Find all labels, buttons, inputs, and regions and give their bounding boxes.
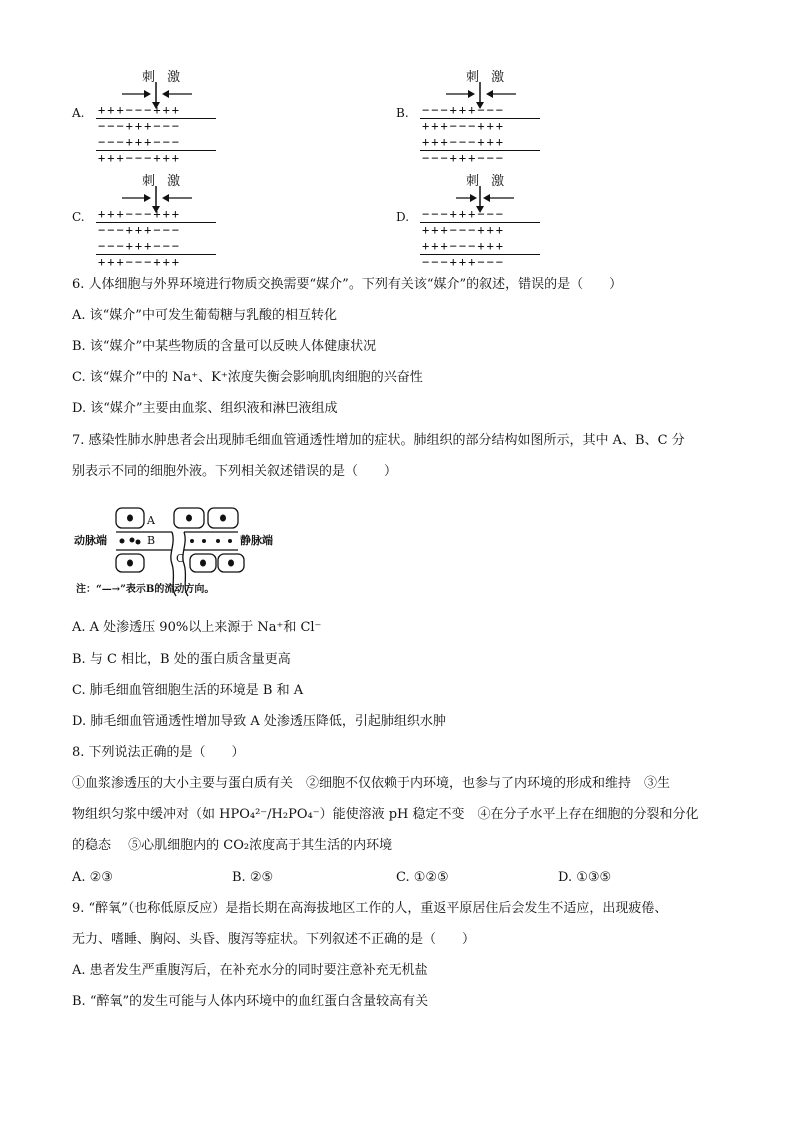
q8-option-b: B. ②⑤ (232, 870, 274, 885)
q6-option-d: D. 该“媒介”主要由血浆、组织液和淋巴液组成 (72, 401, 338, 416)
figure-note: 注：“—→”表示B的流动方向。 (76, 584, 215, 595)
q8-option-d: D. ①③⑤ (558, 870, 612, 885)
fluid-b-label: B (147, 534, 156, 547)
charge-row: −−−+++−−− (98, 135, 182, 149)
charge-row: −−−+++−−− (422, 255, 506, 269)
charge-row: +++−−−+++ (422, 223, 506, 237)
charge-row: −−−+++−−− (98, 239, 182, 253)
charge-row: −−−+++−−− (98, 223, 182, 237)
q9-stem-line2: 无力、嗜睡、胸闷、头昏、腹泻等症状。下列叙述不正确的是（ ） (72, 932, 476, 947)
q6-option-a: A. 该“媒介”中可发生葡萄糖与乳酸的相互转化 (72, 308, 337, 323)
q7-option-b: B. 与 C 相比，B 处的蛋白质含量更高 (72, 652, 291, 667)
charge-row: +++−−−+++ (98, 103, 182, 117)
fluid-c-label: C (176, 552, 185, 565)
q7-option-a: A. A 处渗透压 90%以上来源于 Na⁺和 Cl⁻ (72, 620, 322, 635)
charge-row: −−−+++−−− (422, 151, 506, 165)
charge-row: −−−+++−−− (422, 207, 506, 221)
membrane-diagram (416, 170, 596, 269)
q7-option-c: C. 肺毛细血管细胞生活的环境是 B 和 A (72, 683, 304, 698)
q6-option-c: C. 该“媒介”中的 Na⁺、K⁺浓度失衡会影响肌肉细胞的兴奋性 (72, 370, 423, 385)
venous-end-label: 静脉端 (240, 534, 273, 547)
q6-option-b: B. 该“媒介”中某些物质的含量可以反映人体健康状况 (72, 339, 377, 354)
charge-row: +++−−−+++ (98, 207, 182, 221)
q8-statement-line1: ①血浆渗透压的大小主要与蛋白质有关 ②细胞不仅依赖于内环境，也参与了内环境的形成和维持 ③生 (72, 776, 671, 791)
q9-stem-line1: 9. “醉氧”（也称低原反应）是指长期在高海拔地区工作的人，重返平原居住后会发生不适应，出现疲倦、 (72, 901, 668, 916)
option-label: C. (72, 210, 85, 224)
q8-statement-line3: 的稳态 ⑤心肌细胞内的 CO₂浓度高于其生活的内环境 (72, 838, 393, 853)
q7-stem-line1: 7. 感染性肺水肿患者会出现肺毛细血管通透性增加的症状。肺组织的部分结构如图所示，其中 A、B、C 分 (72, 433, 685, 448)
lung-tissue-figure (72, 504, 292, 600)
charge-row: −−−+++−−− (422, 103, 506, 117)
option-label: D. (396, 210, 410, 224)
q9-option-a: A. 患者发生严重腹泻后，在补充水分的同时要注意补充无机盐 (72, 963, 428, 978)
membrane-diagram (92, 66, 272, 165)
q9-option-b: B. “醉氧”的发生可能与人体内环境中的血红蛋白含量较高有关 (72, 994, 429, 1009)
charge-row: +++−−−+++ (98, 255, 182, 269)
q7-stem-line2: 别表示不同的细胞外液。下列相关叙述错误的是（ ） (72, 464, 398, 479)
charge-row: −−−+++−−− (98, 119, 182, 133)
q8-option-c: C. ①②⑤ (396, 870, 449, 885)
q8-statement-line2: 物组织匀浆中缓冲对（如 HPO₄²⁻/H₂PO₄⁻）能使溶液 pH 稳定不变 ④在分子水平上存在细胞的分裂和分化 (72, 807, 699, 822)
option-label: B. (396, 106, 409, 120)
q8-stem: 8. 下列说法正确的是（ ） (72, 745, 245, 760)
charge-row: +++−−−+++ (422, 239, 506, 253)
stimulus-label: 刺 激 (142, 70, 185, 85)
arterial-end-label: 动脉端 (74, 534, 107, 547)
q7-option-d: D. 肺毛细血管通透性增加导致 A 处渗透压降低，引起肺组织水肿 (72, 714, 446, 729)
stimulus-label: 刺 激 (142, 174, 185, 189)
charge-row: +++−−−+++ (422, 135, 506, 149)
option-label: A. (72, 106, 85, 120)
charge-row: +++−−−+++ (98, 151, 182, 165)
stimulus-label: 刺 激 (466, 70, 509, 85)
stimulus-label: 刺 激 (466, 174, 509, 189)
charge-row: +++−−−+++ (422, 119, 506, 133)
q8-option-a: A. ②③ (72, 870, 113, 885)
membrane-diagram (416, 66, 596, 165)
fluid-a-label: A (147, 514, 155, 527)
q6-stem: 6. 人体细胞与外界环境进行物质交换需要“媒介”。下列有关该“媒介”的叙述，错误的是（ ） (72, 277, 623, 292)
membrane-diagram (92, 170, 272, 269)
